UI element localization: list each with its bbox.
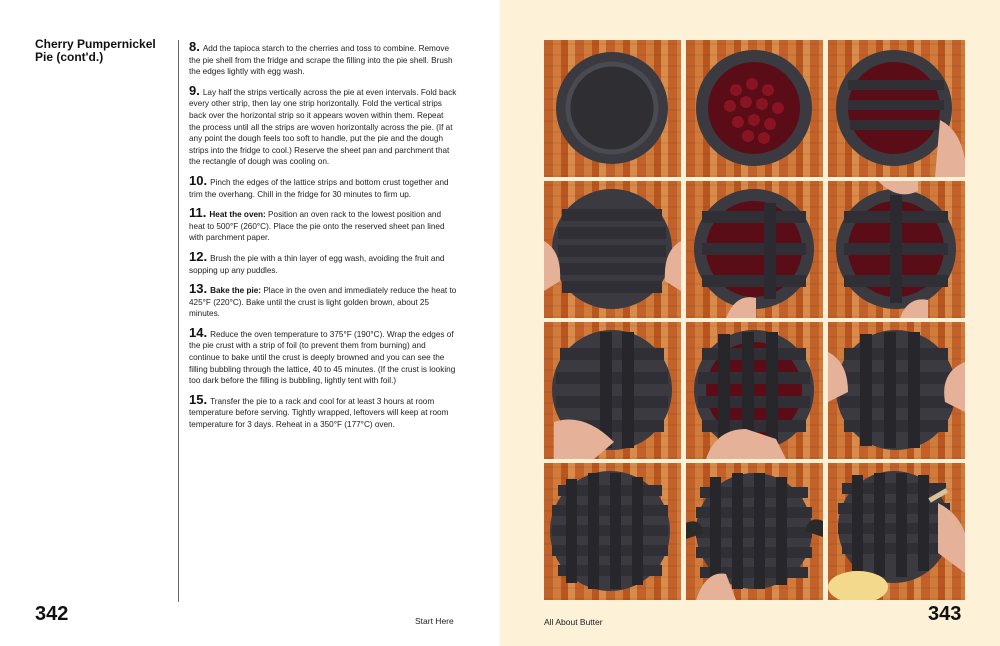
photo-lattice-done xyxy=(544,463,681,600)
section-label-right: All About Butter xyxy=(544,617,603,627)
step-text: Add the tapioca starch to the cherries and toss to combine. Remove the pie shell from the fridge and scrape the filling into the pie shell. Brush the edges lightly with egg wash. xyxy=(189,44,453,77)
step-number: 9. xyxy=(189,82,200,98)
step-number: 13. xyxy=(189,281,208,297)
step-lead: Bake the pie: xyxy=(210,286,262,296)
step-number: 11. xyxy=(189,205,207,221)
step-14 xyxy=(189,324,457,387)
step-8 xyxy=(189,41,457,78)
step-text: Position an oven rack to the lowest position and heat to 500°F (260°C). Place the pie onto the reserved sheet pan lined with parchment paper. xyxy=(189,210,445,243)
step-number: 10. xyxy=(189,172,208,188)
step-text: Brush the pie with a thin layer of egg wash, avoiding the fruit and sopping up any puddles. xyxy=(189,253,445,275)
section-label-left: Start Here xyxy=(415,616,454,626)
page-number-right: 343 xyxy=(928,603,962,625)
step-text: Lay half the strips vertically across the pie at even intervals. Fold back every other strip, then lay one strip horizontally. Fold the vertical strips back over the horizontal strip so it appears woven within them. Repeat the process until all the strips are woven horizontally across the pie. (If at any point the dough feels too soft to handle, put the pie and the dough strips into the fridge to cool.) Reserve the sheet pan and parchment that the rectangle of dough was cooling on. xyxy=(189,87,457,167)
step-10 xyxy=(189,172,457,200)
photo-egg-wash xyxy=(828,463,965,600)
step-number: 15. xyxy=(189,391,208,407)
process-photo-grid xyxy=(544,40,965,601)
column-divider xyxy=(178,40,179,602)
step-number: 14. xyxy=(189,324,208,340)
page-number-left: 342 xyxy=(35,603,69,625)
photo-weaving-right xyxy=(828,322,965,459)
step-number: 8. xyxy=(189,39,200,54)
step-11 xyxy=(189,207,457,244)
photo-trim-edges xyxy=(686,463,823,600)
step-lead: Heat the oven: xyxy=(209,210,266,220)
photo-empty-shell xyxy=(544,40,681,177)
step-15 xyxy=(189,391,457,431)
recipe-steps xyxy=(189,41,457,438)
step-13 xyxy=(189,283,457,320)
step-number: 12. xyxy=(189,248,208,264)
recipe-title: Cherry Pumpernickel Pie (cont'd.) xyxy=(35,37,156,64)
step-text: Transfer the pie to a rack and cool for at least 3 hours at room temperature before serving. Tightly wrapped, leftovers will keep at room temperature for 3 days. Reheat in a 350°F (177°C) oven. xyxy=(189,396,449,430)
photo-weaving-left xyxy=(544,322,681,459)
photo-cherries-filled xyxy=(686,40,823,177)
step-text: Pinch the edges of the lattice strips and bottom crust together and trim the overhang. Chill in the fridge for 30 minutes to firm up. xyxy=(189,177,449,199)
photo-weaving-middle xyxy=(686,322,823,459)
photo-first-horizontal xyxy=(828,181,965,318)
photo-fold-back xyxy=(686,181,823,318)
photo-vertical-strips xyxy=(544,181,681,318)
step-text: Reduce the oven temperature to 375°F (190°C). Wrap the edges of the pie crust with a strip of foil (to prevent them from burning) and continue to bake until the crust is deeply browned and you can see the filling bubbling through the lattice, 40 to 45 minutes. (If the crust is looking too dark before the filling is bubbling, lightly tent with foil.) xyxy=(189,329,456,386)
step-text: Place in the oven and immediately reduce the heat to 425°F (220°C). Bake until the crust is light golden brown, about 25 minutes. xyxy=(189,286,457,319)
step-9 xyxy=(189,82,457,168)
photo-first-strips xyxy=(828,40,965,177)
step-12 xyxy=(189,248,457,276)
